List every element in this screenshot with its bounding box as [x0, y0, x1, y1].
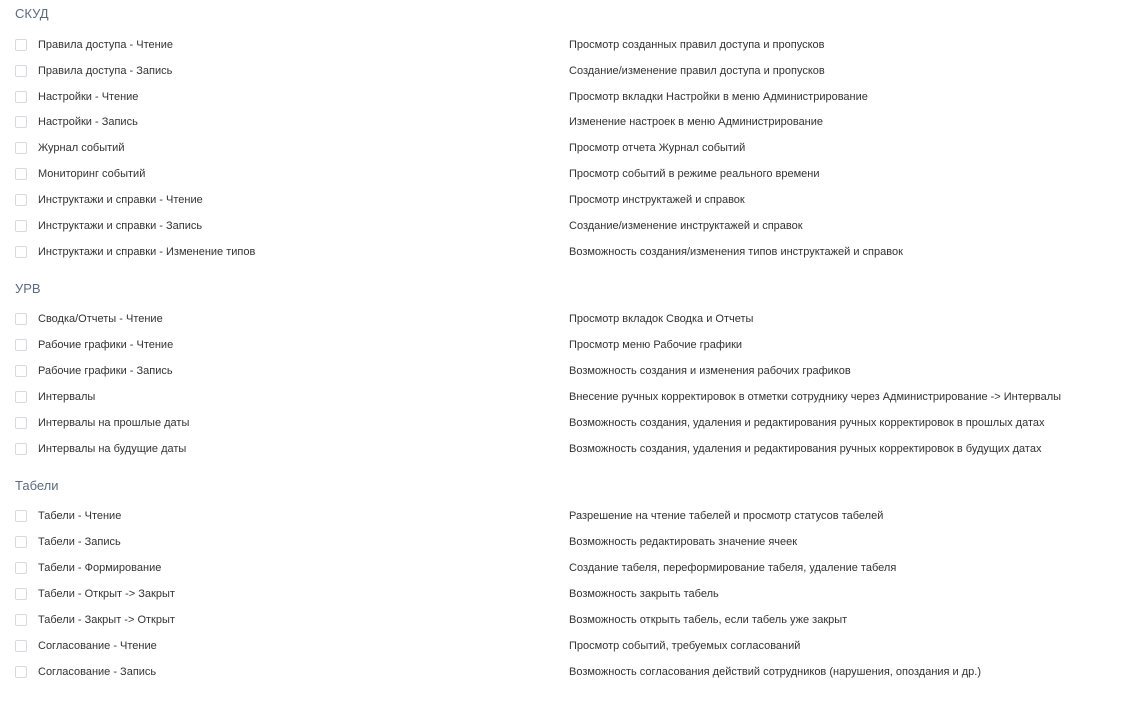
permission-label: Правила доступа - Чтение [38, 39, 173, 51]
permission-checkbox[interactable] [15, 510, 27, 522]
permission-row [0, 165, 1132, 185]
permission-label: Сводка/Отчеты - Чтение [38, 313, 163, 325]
permission-description: Создание табеля, переформирование табеля, удаление табеля [569, 562, 897, 574]
permission-row [0, 113, 1132, 133]
permission-row [0, 533, 1132, 553]
permission-label: Табели - Открыт -> Закрыт [38, 588, 175, 600]
permission-label: Интервалы [38, 391, 96, 403]
permission-label: Правила доступа - Запись [38, 65, 173, 77]
permission-checkbox[interactable] [15, 65, 27, 77]
permission-checkbox[interactable] [15, 443, 27, 455]
permission-checkbox[interactable] [15, 246, 27, 258]
permission-checkbox[interactable] [15, 640, 27, 652]
permission-label: Табели - Формирование [38, 562, 162, 574]
permission-label: Табели - Чтение [38, 510, 122, 522]
permission-description: Возможность открыть табель, если табель уже закрыт [569, 614, 848, 626]
permission-checkbox[interactable] [15, 562, 27, 574]
permission-description: Просмотр инструктажей и справок [569, 194, 745, 206]
permission-checkbox[interactable] [15, 417, 27, 429]
permission-label: Инструктажи и справки - Запись [38, 220, 203, 232]
permission-label: Инструктажи и справки - Чтение [38, 194, 203, 206]
permission-row [0, 585, 1132, 605]
permission-checkbox[interactable] [15, 91, 27, 103]
permission-row [0, 191, 1132, 211]
permission-row [0, 663, 1132, 683]
permission-checkbox[interactable] [15, 365, 27, 377]
permission-label: Настройки - Запись [38, 116, 138, 128]
permission-description: Разрешение на чтение табелей и просмотр статусов табелей [569, 510, 884, 522]
permission-row [0, 36, 1132, 56]
permission-description: Внесение ручных корректировок в отметки сотруднику через Администрирование -> Интервалы [569, 391, 1062, 403]
permission-label: Журнал событий [38, 142, 125, 154]
permission-checkbox[interactable] [15, 391, 27, 403]
permission-row [0, 414, 1132, 434]
section-title: СКУД [15, 6, 49, 21]
permission-label: Согласование - Запись [38, 666, 157, 678]
permission-row [0, 507, 1132, 527]
permission-row [0, 243, 1132, 263]
permission-label: Интервалы на прошлые даты [38, 417, 190, 429]
permission-row [0, 362, 1132, 382]
permission-description: Просмотр вкладки Настройки в меню Администрирование [569, 91, 868, 103]
permission-checkbox[interactable] [15, 39, 27, 51]
permission-label: Интервалы на будущие даты [38, 443, 187, 455]
permission-checkbox[interactable] [15, 116, 27, 128]
permission-row [0, 217, 1132, 237]
permission-label: Инструктажи и справки - Изменение типов [38, 246, 256, 258]
permission-description: Просмотр вкладок Сводка и Отчеты [569, 313, 754, 325]
permission-description: Возможность создания, удаления и редактирования ручных корректировок в прошлых датах [569, 417, 1045, 429]
permission-checkbox[interactable] [15, 220, 27, 232]
permission-checkbox[interactable] [15, 536, 27, 548]
permission-description: Возможность согласования действий сотрудников (нарушения, опоздания и др.) [569, 666, 982, 678]
permission-description: Возможность редактировать значение ячеек [569, 536, 798, 548]
permission-description: Просмотр отчета Журнал событий [569, 142, 746, 154]
permission-checkbox[interactable] [15, 194, 27, 206]
permission-label: Рабочие графики - Запись [38, 365, 173, 377]
permission-row [0, 388, 1132, 408]
permission-row [0, 611, 1132, 631]
permission-description: Возможность создания/изменения типов инструктажей и справок [569, 246, 903, 258]
permission-row [0, 336, 1132, 356]
permission-checkbox[interactable] [15, 614, 27, 626]
permission-row [0, 440, 1132, 460]
permission-description: Просмотр созданных правил доступа и пропусков [569, 39, 825, 51]
permission-checkbox[interactable] [15, 313, 27, 325]
permission-row [0, 62, 1132, 82]
permission-description: Просмотр меню Рабочие графики [569, 339, 743, 351]
permission-label: Табели - Запись [38, 536, 121, 548]
permission-description: Возможность создания и изменения рабочих графиков [569, 365, 851, 377]
permission-description: Возможность создания, удаления и редактирования ручных корректировок в будущих датах [569, 443, 1042, 455]
permission-description: Изменение настроек в меню Администрирование [569, 116, 824, 128]
permission-row [0, 88, 1132, 108]
permission-label: Табели - Закрыт -> Открыт [38, 614, 175, 626]
permission-row [0, 559, 1132, 579]
permission-row [0, 139, 1132, 159]
section-title: Табели [15, 478, 59, 493]
permission-description: Просмотр событий в режиме реального времени [569, 168, 820, 180]
permission-checkbox[interactable] [15, 588, 27, 600]
permission-label: Настройки - Чтение [38, 91, 139, 103]
permission-checkbox[interactable] [15, 168, 27, 180]
permission-label: Согласование - Чтение [38, 640, 157, 652]
permission-checkbox[interactable] [15, 339, 27, 351]
permission-label: Рабочие графики - Чтение [38, 339, 174, 351]
section-title: УРВ [15, 281, 41, 296]
permission-description: Возможность закрыть табель [569, 588, 719, 600]
permission-checkbox[interactable] [15, 666, 27, 678]
permission-checkbox[interactable] [15, 142, 27, 154]
permission-row [0, 310, 1132, 330]
permission-label: Мониторинг событий [38, 168, 146, 180]
permission-description: Создание/изменение инструктажей и справок [569, 220, 803, 232]
permission-description: Просмотр событий, требуемых согласований [569, 640, 801, 652]
permission-row [0, 637, 1132, 657]
permission-description: Создание/изменение правил доступа и пропусков [569, 65, 825, 77]
